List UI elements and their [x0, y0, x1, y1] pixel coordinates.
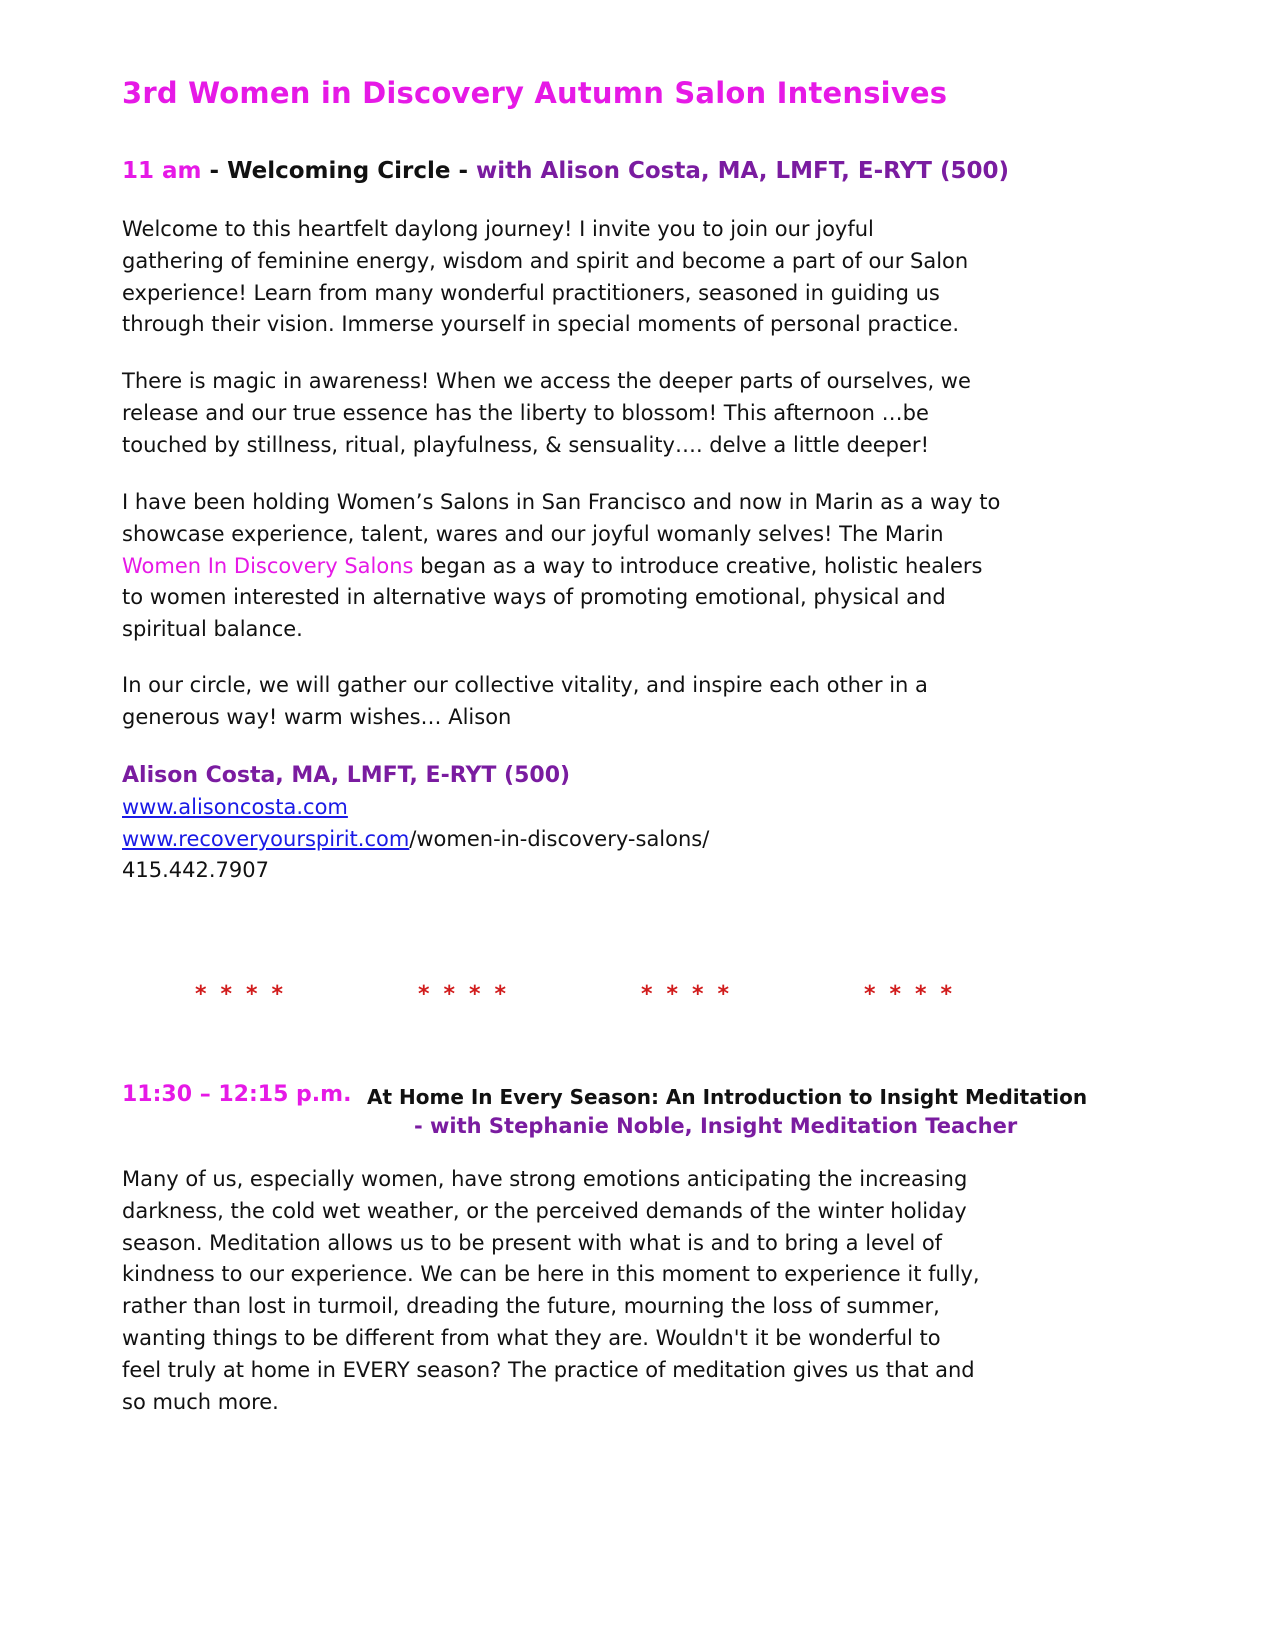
- star-icon: *: [864, 982, 876, 1007]
- paragraph-line: wanting things to be different from what they are. Wouldn't it be wonderful to: [122, 1325, 941, 1350]
- paragraph-line: In our circle, we will gather our collective vitality, and inspire each other in a: [122, 673, 928, 697]
- star-icon: *: [666, 982, 679, 1007]
- star-icon: *: [469, 982, 481, 1007]
- session1-sep1: -: [201, 158, 228, 184]
- paragraph-line: so much more.: [122, 1389, 279, 1414]
- session1-time: 11 am: [122, 158, 202, 184]
- paragraph-line: Many of us, especially women, have strong emotions anticipating the increasing: [122, 1167, 968, 1191]
- star-icon: *: [692, 982, 704, 1007]
- paragraph-line: season. Meditation allows us to be present with what is and to bring a level of: [122, 1230, 943, 1255]
- link2-suffix: /women-in-discovery-salons/: [409, 826, 710, 851]
- star-group: [641, 980, 729, 1010]
- paragraph-line: to women interested in alternative ways of promoting emotional, physical and: [122, 585, 946, 610]
- star-icon: *: [940, 982, 953, 1007]
- salons-line-rest: began as a way to introduce creative, holistic healers: [413, 553, 983, 578]
- star-icon: *: [443, 982, 456, 1007]
- star-icon: *: [889, 982, 902, 1007]
- paragraph-line: showcase experience, talent, wares and our joyful womanly selves! The Marin: [122, 521, 944, 546]
- paragraph-line: I have been holding Women’s Salons in San Francisco and now in Marin as a way to: [122, 490, 1001, 514]
- page-title: 3rd Women in Discovery Autumn Salon Intensives: [122, 76, 948, 110]
- star-icon: *: [220, 982, 233, 1007]
- session2-title: At Home In Every Season: An Introduction to Insight Meditation: [367, 1085, 1088, 1109]
- star-group: [418, 980, 506, 1010]
- session1-name: Welcoming Circle: [227, 158, 451, 184]
- signature-link1-line: [122, 792, 709, 824]
- recoveryourspirit-link[interactable]: www.recoveryourspirit.com: [122, 826, 410, 851]
- signature-name: Alison Costa, MA, LMFT, E-RYT (500): [122, 763, 571, 788]
- paragraph-welcome: [122, 214, 1082, 341]
- session1-leader: with Alison Costa, MA, LMFT, E-RYT (500): [476, 158, 1009, 184]
- star-icon: *: [195, 982, 207, 1007]
- star-icon: *: [641, 982, 653, 1007]
- phone-number: 415.442.7907: [122, 858, 269, 883]
- paragraph-line: Welcome to this heartfelt daylong journey! I invite you to join our joyful: [122, 217, 874, 241]
- paragraph-line: touched by stillness, ritual, playfulness, & sensuality…. delve a little deeper!: [122, 432, 929, 457]
- session2-leader: - with Stephanie Noble, Insight Meditation Teacher: [414, 1114, 1018, 1138]
- paragraph-line: feel truly at home in EVERY season? The practice of meditation gives us that and: [122, 1357, 975, 1382]
- paragraph-line: through their vision. Immerse yourself in special moments of personal practice.: [122, 312, 959, 337]
- paragraph-line: There is magic in awareness! When we access the deeper parts of ourselves, we: [122, 369, 971, 393]
- star-group: [864, 980, 952, 1010]
- paragraph-line: generous way! warm wishes… Alison: [122, 704, 512, 729]
- session2-time: 11:30 – 12:15 p.m.: [122, 1082, 352, 1107]
- paragraph-line: [122, 551, 1082, 583]
- star-group: [195, 980, 283, 1010]
- signature-link2-line: [122, 824, 709, 856]
- star-icon: *: [271, 982, 284, 1007]
- star-icon: *: [494, 982, 507, 1007]
- star-icon: *: [418, 982, 430, 1007]
- star-icon: *: [915, 982, 927, 1007]
- salons-highlight: Women In Discovery Salons: [122, 553, 414, 578]
- paragraph-line: gathering of feminine energy, wisdom and spirit and become a part of our Salon: [122, 248, 969, 273]
- paragraph-line: kindness to our experience. We can be here in this moment to experience it fully,: [122, 1262, 980, 1287]
- session1-sep2: -: [450, 158, 477, 184]
- alisoncosta-link[interactable]: www.alisoncosta.com: [122, 794, 348, 819]
- paragraph-line: darkness, the cold wet weather, or the perceived demands of the winter holiday: [122, 1198, 967, 1223]
- signature-block: [122, 760, 709, 887]
- paragraph-salons: [122, 487, 1082, 646]
- star-icon: *: [717, 982, 730, 1007]
- paragraph-line: rather than lost in turmoil, dreading the future, mourning the loss of summer,: [122, 1294, 940, 1319]
- paragraph-line: experience! Learn from many wonderful practitioners, seasoned in guiding us: [122, 280, 940, 305]
- paragraph-line: spiritual balance.: [122, 617, 303, 642]
- paragraph-meditation: [122, 1164, 1082, 1418]
- paragraph-line: release and our true essence has the liberty to blossom! This afternoon …be: [122, 400, 929, 425]
- paragraph-circle: [122, 670, 1082, 734]
- paragraph-magic: [122, 366, 1082, 461]
- session1-heading: [122, 158, 1009, 184]
- star-divider: [0, 980, 1275, 1010]
- star-icon: *: [246, 982, 258, 1007]
